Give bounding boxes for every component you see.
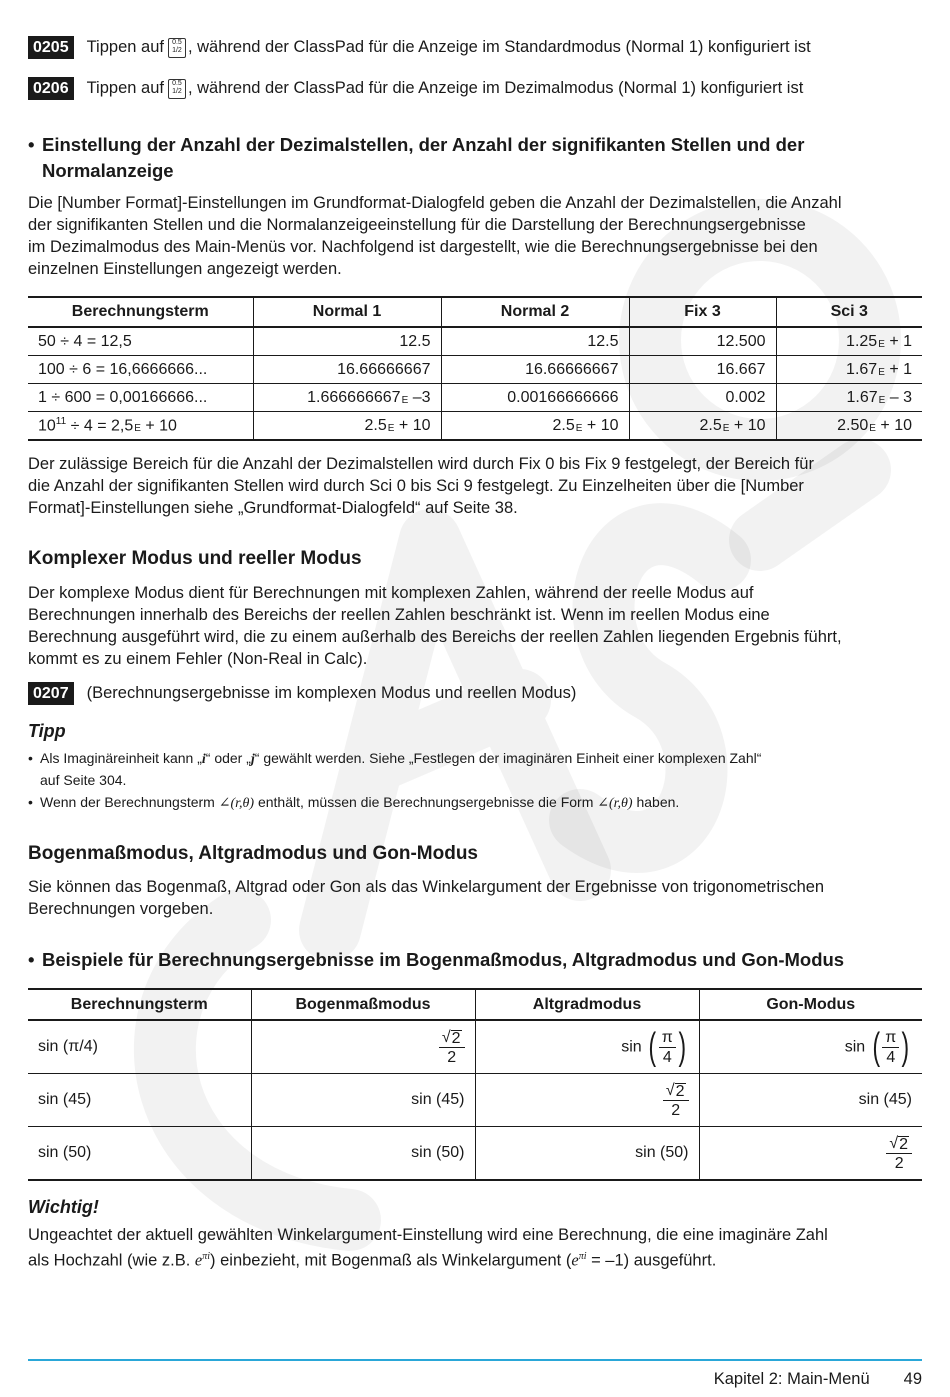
text: haben. <box>636 794 680 810</box>
column-header: Sci 3 <box>776 297 922 327</box>
sci3-cell <box>776 356 922 384</box>
complex-mode-paragraph <box>28 582 922 670</box>
gon-cell <box>699 1127 922 1181</box>
gon-cell <box>699 1020 922 1074</box>
column-header: Fix 3 <box>629 297 776 327</box>
table-row <box>28 412 922 441</box>
footer-rule <box>28 1359 922 1361</box>
sin-label: sin <box>844 1038 866 1056</box>
bullet-icon: • <box>28 949 35 970</box>
denominator: 4 <box>886 1048 896 1066</box>
example-number: 0205 <box>28 36 74 59</box>
degree-cell: sin (50) <box>475 1127 699 1181</box>
text: enthält, müssen die Berechnungsergebnisse die Form <box>257 794 594 810</box>
mantissa: 2.5 <box>552 416 575 434</box>
exponent: + 1 <box>889 332 912 350</box>
exponent: –3 <box>412 388 431 406</box>
example-text-end: , während der ClassPad für die Anzeige im Dezimalmodus (Normal 1) konfiguriert ist <box>187 79 804 97</box>
polar-form: ∠(r,θ) <box>597 796 633 811</box>
euler-e: e <box>571 1250 579 1270</box>
paragraph-line: Berechnungen innerhalb des Bereichs der reellen Zahlen beschränkt ist. Wenn im reellen Modus eine <box>28 606 770 624</box>
range-paragraph <box>28 453 922 519</box>
table-row <box>28 1127 922 1181</box>
normal2-cell: 12.5 <box>441 327 629 356</box>
term-cell: sin (50) <box>28 1127 251 1181</box>
normal1-cell: 12.5 <box>253 327 441 356</box>
mantissa: 2.5 <box>364 416 387 434</box>
key-icon-top: 0.5 <box>172 38 182 46</box>
tipp-item-text <box>28 792 922 814</box>
degree-cell <box>475 1020 699 1074</box>
exponent: + 10 <box>145 417 177 435</box>
sqrt-icon: √ <box>665 1081 675 1099</box>
paragraph-line: kommt es zu einem Fehler (Non-Real in Calc). <box>28 650 368 668</box>
column-header: Altgradmodus <box>475 989 699 1020</box>
example-text-start: Tippen auf <box>86 38 164 56</box>
chapter-label: Kapitel 2: Main-Menü <box>713 1370 870 1388</box>
text: auf Seite 304. <box>40 772 127 788</box>
exponent-symbol: E <box>878 366 885 378</box>
number-format-paragraph <box>28 192 922 280</box>
exponent-symbol: E <box>401 394 409 406</box>
normal1-cell <box>253 384 441 412</box>
pi-over-4 <box>659 1028 676 1067</box>
left-paren: ( <box>872 1026 880 1068</box>
paragraph-line: Berechnungen vorgeben. <box>28 900 214 918</box>
sci3-cell <box>776 412 922 441</box>
text: als Hochzahl (wie z.B. <box>28 1251 191 1270</box>
sin-label: sin <box>621 1038 642 1056</box>
column-header: Berechnungsterm <box>28 989 251 1020</box>
paragraph-line: im Dezimalmodus des Main-Menüs vor. Nachfolgend ist dargestellt, wie die Berechnungsergebnisse bei den <box>28 238 818 256</box>
mantissa: 1.25 <box>846 332 878 350</box>
section-heading-angle-examples <box>28 947 844 973</box>
sci3-cell <box>776 327 922 356</box>
pi-over-4 <box>882 1028 899 1067</box>
paragraph-line: Der komplexe Modus dient für Berechnungen mit komplexen Zahlen, während der reelle Modus auf <box>28 584 754 602</box>
right-paren: ) <box>901 1026 910 1068</box>
text: “ oder „ <box>205 750 251 766</box>
table-row <box>28 327 922 356</box>
example-0206 <box>28 77 803 100</box>
exponent-symbol: E <box>878 394 886 406</box>
gon-cell: sin (45) <box>699 1074 922 1127</box>
radian-cell: sin (50) <box>251 1127 475 1181</box>
exponent-symbol: E <box>869 422 876 434</box>
sqrt2-over-2 <box>439 1028 465 1067</box>
text: Als Imaginäreinheit kann „ <box>40 750 202 766</box>
example-number: 0207 <box>28 682 74 705</box>
fix3-cell <box>629 412 776 441</box>
exponent-symbol: E <box>575 422 583 434</box>
normal1-cell: 16.66666667 <box>253 356 441 384</box>
section-title-complex-mode: Komplexer Modus und reeller Modus <box>28 548 362 569</box>
column-header: Normal 2 <box>441 297 629 327</box>
denominator: 2 <box>447 1048 457 1066</box>
polar-form: ∠(r,θ) <box>218 796 255 811</box>
example-0207 <box>28 682 576 705</box>
sqrt2-over-2 <box>886 1134 912 1173</box>
normal2-cell: 16.66666667 <box>441 356 629 384</box>
column-header: Gon-Modus <box>699 989 922 1020</box>
paragraph-line: Der zulässige Bereich für die Anzahl der Dezimalstellen wird durch Fix 0 bis Fix 9 festgelegt, der Bereich für <box>28 455 814 473</box>
angle-mode-table <box>28 988 922 1181</box>
table-header-row <box>28 297 922 327</box>
imag-unit-i: i <box>201 752 206 767</box>
exponent: – 3 <box>889 388 912 406</box>
paragraph-line: Ungeachtet der aktuell gewählten Winkelargument-Einstellung wird eine Berechnung, die eine imaginäre Zahl <box>28 1226 828 1244</box>
mantissa: 2.50 <box>837 416 869 434</box>
heading-line: Normalanzeige <box>42 160 174 181</box>
tipp-item <box>28 748 922 790</box>
bullet-icon: • <box>28 794 33 810</box>
euler-e: e <box>194 1250 203 1270</box>
mantissa: 1.67 <box>846 388 878 406</box>
column-header: Bogenmaßmodus <box>251 989 475 1020</box>
key-icon-top: 0.5 <box>172 79 182 87</box>
key-icon-bottom: 1/2 <box>172 46 182 54</box>
term-cell: 100 ÷ 6 = 16,6666666... <box>28 356 253 384</box>
normal2-cell: 0.00166666666 <box>441 384 629 412</box>
table-row <box>28 1020 922 1074</box>
exponent: + 10 <box>586 416 619 434</box>
tipp-title: Tipp <box>28 721 66 741</box>
exponent-symbol: E <box>878 338 885 350</box>
denominator: 2 <box>894 1154 904 1172</box>
imag-unit-j: j <box>250 752 255 767</box>
table-header-row <box>28 989 922 1020</box>
example-number: 0206 <box>28 77 74 100</box>
example-text-start: Tippen auf <box>86 79 164 97</box>
exponent: πi <box>578 1251 587 1262</box>
exponent-symbol: E <box>722 422 730 434</box>
mantissa: 2.5 <box>699 416 722 434</box>
paragraph-line <box>28 1246 922 1272</box>
table-row <box>28 1074 922 1127</box>
exponent: + 1 <box>889 360 912 378</box>
page-footer <box>714 1370 922 1389</box>
normal1-cell <box>253 412 441 441</box>
exponent-symbol: E <box>134 423 141 435</box>
denominator: 4 <box>662 1048 672 1066</box>
term-cell <box>28 412 253 441</box>
sqrt-icon: √ <box>441 1028 451 1046</box>
bullet-icon: • <box>28 134 35 155</box>
exponent: + 10 <box>880 416 912 434</box>
radian-cell <box>251 1020 475 1074</box>
term-cell: 1 ÷ 600 = 0,00166666... <box>28 384 253 412</box>
radicand: 2 <box>451 1029 461 1047</box>
paragraph-line: Sie können das Bogenmaß, Altgrad oder Gon als das Winkelargument der Ergebnisse von trigonometrischen <box>28 878 825 896</box>
table-row <box>28 356 922 384</box>
bullet-icon: • <box>28 750 33 766</box>
mantissa: 1.666666667 <box>307 388 401 406</box>
table-row <box>28 384 922 412</box>
wichtig-paragraph <box>28 1224 922 1272</box>
tipp-item-text <box>28 748 922 790</box>
paragraph-line: der signifikanten Stellen und die Normalanzeigeeinstellung für die Darstellung der Berechnungsergebnisse <box>28 216 806 234</box>
sqrt-icon: √ <box>889 1134 899 1152</box>
column-header: Normal 1 <box>253 297 441 327</box>
numerator: π <box>659 1028 676 1048</box>
fraction-decimal-toggle-key-icon <box>168 38 186 58</box>
heading-line: Beispiele für Berechnungsergebnisse im Bogenmaßmodus, Altgradmodus und Gon-Modus <box>42 949 845 970</box>
paragraph-line: Berechnung ausgeführt wird, die zu einem außerhalb des Bereichs der reellen Zahlen liegenden Ergebnis führt, <box>28 628 842 646</box>
example-text: (Berechnungsergebnisse im komplexen Modus und reellen Modus) <box>86 684 577 702</box>
term-cell: sin (45) <box>28 1074 251 1127</box>
term-rest: ÷ 4 = 2,5 <box>66 417 134 435</box>
heading-line: Einstellung der Anzahl der Dezimalstellen, der Anzahl der signifikanten Stellen und der <box>42 134 805 155</box>
term-cell: 50 ÷ 4 = 12,5 <box>28 327 253 356</box>
denominator: 2 <box>671 1101 681 1119</box>
text: “ gewählt werden. Siehe „Festlegen der imaginären Einheit einer komplexen Zahl“ <box>254 750 762 766</box>
exponent: + 10 <box>398 416 431 434</box>
normal2-cell <box>441 412 629 441</box>
fix3-cell: 16.667 <box>629 356 776 384</box>
radicand: 2 <box>675 1082 685 1100</box>
paragraph-line: die Anzahl der signifikanten Stellen wird durch Sci 0 bis Sci 9 festgelegt. Zu Einzelheiten über die [Number <box>28 477 804 495</box>
superscript: 11 <box>55 415 67 427</box>
section-title-angle-mode: Bogenmaßmodus, Altgradmodus und Gon-Modus <box>28 843 478 864</box>
left-paren: ( <box>648 1026 657 1068</box>
right-paren: ) <box>678 1026 686 1068</box>
exponent-symbol: E <box>387 422 395 434</box>
sci3-cell <box>776 384 922 412</box>
text: = –1) ausgeführt. <box>586 1251 717 1270</box>
wichtig-title: Wichtig! <box>28 1197 99 1217</box>
mantissa: 1.67 <box>846 360 878 378</box>
angle-mode-paragraph <box>28 876 922 920</box>
term-cell: sin (π/4) <box>28 1020 251 1074</box>
fix3-cell: 12.500 <box>629 327 776 356</box>
numerator: π <box>882 1028 899 1048</box>
column-header: Berechnungsterm <box>28 297 253 327</box>
section-heading-number-format <box>28 132 804 184</box>
example-text-end: , während der ClassPad für die Anzeige im Standardmodus (Normal 1) konfiguriert ist <box>187 38 811 56</box>
exponent: πi <box>202 1251 211 1262</box>
paragraph-line: Die [Number Format]-Einstellungen im Grundformat-Dialogfeld geben die Anzahl der Dezimalstellen, die Anzahl <box>28 194 842 212</box>
radian-cell: sin (45) <box>251 1074 475 1127</box>
base: 10 <box>38 417 56 435</box>
example-0205 <box>28 36 811 59</box>
number-format-table <box>28 296 922 441</box>
tipp-item <box>28 792 922 814</box>
fraction-decimal-toggle-key-icon <box>168 79 186 99</box>
degree-cell <box>475 1074 699 1127</box>
text: Wenn der Berechnungsterm <box>40 794 215 810</box>
radicand: 2 <box>899 1135 908 1153</box>
exponent: + 10 <box>733 416 766 434</box>
key-icon-bottom: 1/2 <box>172 87 182 95</box>
sqrt2-over-2 <box>663 1081 689 1120</box>
paragraph-line: Format]-Einstellungen siehe „Grundformat-Dialogfeld“ auf Seite 38. <box>28 499 518 517</box>
page-number: 49 <box>903 1370 922 1388</box>
text: ) einbezieht, mit Bogenmaß als Winkelargument ( <box>210 1251 572 1270</box>
fix3-cell: 0.002 <box>629 384 776 412</box>
paragraph-line: einzelnen Einstellungen angezeigt werden. <box>28 260 342 278</box>
